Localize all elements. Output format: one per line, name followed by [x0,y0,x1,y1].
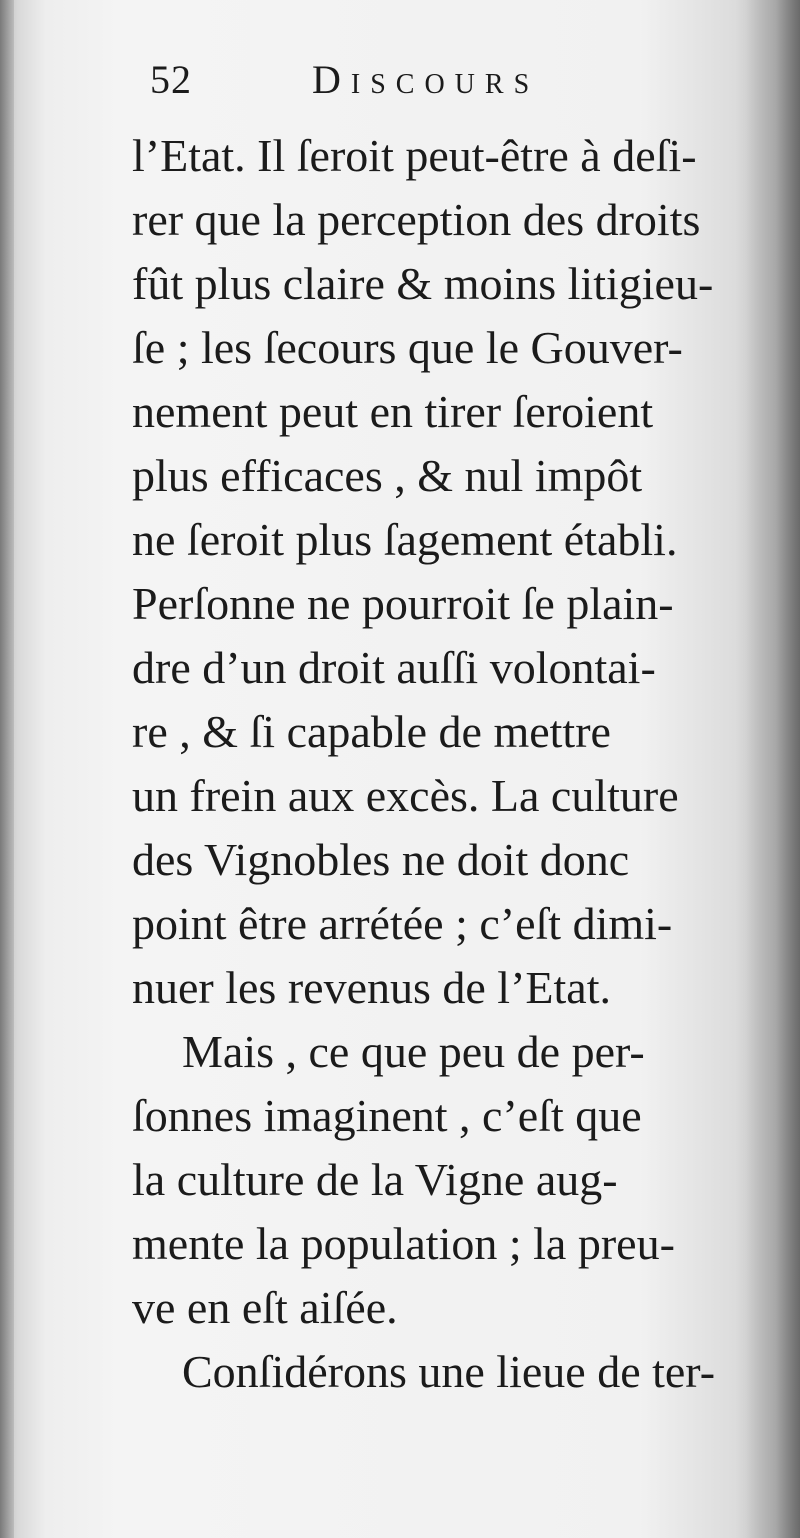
text-line: des Vignobles ne doit donc [132,834,630,885]
body-text [132,124,772,1404]
text-line: fût plus claire & moins litigieu- [132,258,714,309]
text-line: rer que la perception des droits [132,194,701,245]
text-line: l’Etat. Il ſeroit peut-être à deſi- [132,130,697,181]
text-line: ſe ; les ſecours que le Gouver- [132,322,683,373]
text-line: un frein aux excès. La culture [132,770,679,821]
text-line: nement peut en tirer ſeroient [132,386,654,437]
text-line: la culture de la Vigne aug- [132,1154,618,1205]
text-line: mente la population ; la preu- [132,1218,675,1269]
text-line: plus efficaces , & nul impôt [132,450,643,501]
running-head-title: Discours [312,57,540,102]
text-line: ve en eſt aiſée. [132,1282,398,1333]
text-line: Perſonne ne pourroit ſe plain- [132,578,674,629]
text-line: nuer les revenus de l’Etat. [132,962,611,1013]
paragraph-start-line: Mais , ce que peu de per- [182,1026,645,1077]
page-number: 52 [150,57,192,102]
text-line: dre d’un droit auſſi volontai- [132,642,656,693]
text-line: ne ſeroit plus ſagement établi. [132,514,678,565]
text-line: point être arrétée ; c’eſt dimi- [132,898,673,949]
paragraph-start-line: Conſidérons une lieue de ter- [182,1346,716,1397]
text-line: re , & ſi capable de mettre [132,706,611,757]
running-head [150,50,710,110]
page-left-edge [0,0,14,1538]
text-line: ſonnes imaginent , c’eſt que [132,1090,642,1141]
